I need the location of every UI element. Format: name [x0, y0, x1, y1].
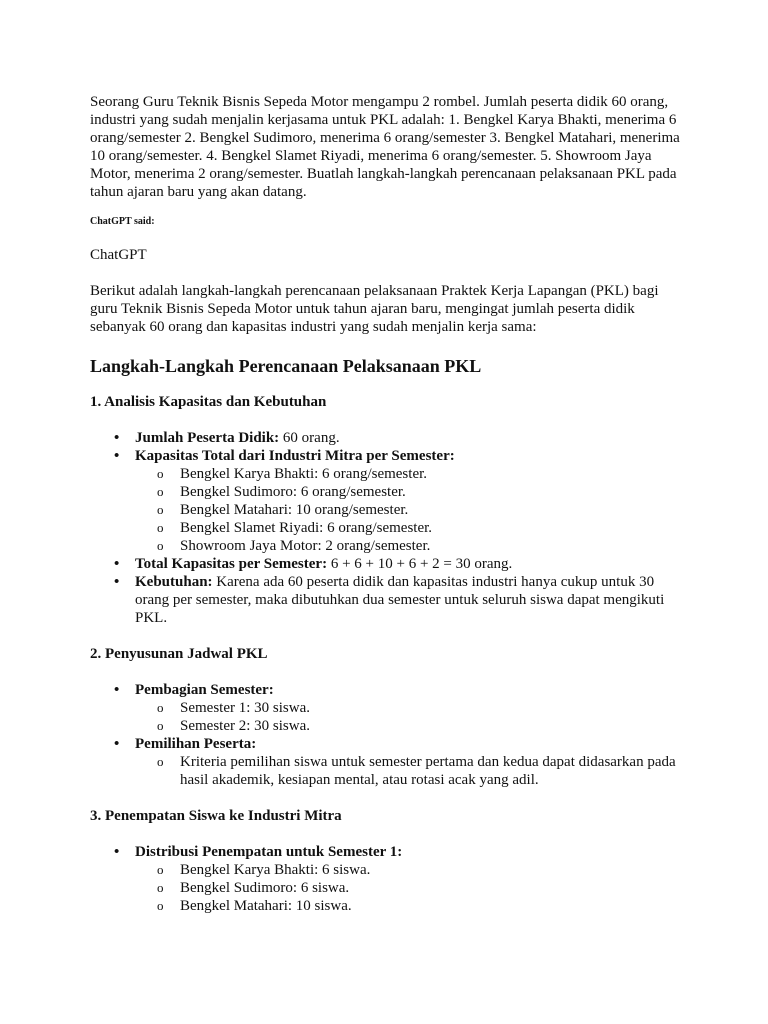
bullet-list [90, 681, 682, 789]
bullet-icon: • [114, 736, 120, 752]
item-label: Jumlah Peserta Didik: [135, 430, 280, 446]
sub-item-text: Kriteria pemilihan siswa untuk semester pertama dan kedua dapat didasarkan pada hasil akademik, kesiapan mental, atau rotasi acak yang adil. [180, 754, 676, 788]
bullet-list [90, 843, 682, 915]
sub-list-item [157, 861, 682, 879]
sub-item-text: Bengkel Karya Bhakti: 6 orang/semester. [180, 466, 428, 482]
sub-list-item [157, 879, 682, 897]
sub-list-item [157, 501, 682, 519]
bullet-list [90, 429, 682, 627]
circle-bullet-icon: o [157, 700, 164, 715]
sub-item-text: Bengkel Matahari: 10 siswa. [180, 898, 352, 914]
section-heading: 2. Penyusunan Jadwal PKL [90, 646, 268, 662]
sub-list-item [157, 465, 682, 483]
sub-item-text: Bengkel Karya Bhakti: 6 siswa. [180, 862, 371, 878]
circle-bullet-icon: o [157, 898, 164, 913]
circle-bullet-icon: o [157, 502, 164, 517]
bullet-icon: • [114, 844, 120, 860]
circle-bullet-icon: o [157, 718, 164, 733]
section-heading: 3. Penempatan Siswa ke Industri Mitra [90, 808, 342, 824]
bullet-icon: • [114, 556, 120, 572]
list-item [114, 681, 682, 735]
item-label: Kapasitas Total dari Industri Mitra per Semester: [135, 448, 455, 464]
circle-bullet-icon: o [157, 484, 164, 499]
list-item [114, 447, 682, 555]
circle-bullet-icon: o [157, 754, 164, 769]
response-author: ChatGPT [90, 247, 147, 263]
sub-list [135, 465, 682, 555]
circle-bullet-icon: o [157, 466, 164, 481]
sections-container [90, 393, 682, 915]
chatgpt-said-label: ChatGPT said: [90, 216, 155, 227]
list-item [114, 735, 682, 789]
sub-item-text: Bengkel Matahari: 10 orang/semester. [180, 502, 409, 518]
list-item [114, 555, 682, 573]
main-heading: Langkah-Langkah Perencanaan Pelaksanaan PKL [90, 356, 482, 376]
circle-bullet-icon: o [157, 520, 164, 535]
sub-list-item [157, 519, 682, 537]
sub-item-text: Bengkel Sudimoro: 6 orang/semester. [180, 484, 406, 500]
item-text: 60 orang. [279, 430, 340, 446]
sub-item-text: Showroom Jaya Motor: 2 orang/semester. [180, 538, 431, 554]
user-question: Seorang Guru Teknik Bisnis Sepeda Motor mengampu 2 rombel. Jumlah peserta didik 60 orang, industri yang sudah menjalin kerjasama untuk PKL adalah: 1. Bengkel Karya Bhakti, menerima 6 orang/semester 2. Bengkel Sudimoro, menerima 6 orang/semester 3. Bengkel Matahari, menerima 10 orang/semester. 4. Bengkel Slamet Riyadi, menerima 6 orang/semester. 5. Showroom Jaya Motor, menerima 2 orang/semester. Buatlah langkah-langkah perencanaan pelaksanaan PKL pada tahun ajaran baru yang akan datang. [90, 94, 680, 200]
section-heading: 1. Analisis Kapasitas dan Kebutuhan [90, 394, 327, 410]
item-label: Pembagian Semester: [135, 682, 274, 698]
sub-list-item [157, 483, 682, 501]
sub-list-item [157, 699, 682, 717]
sub-item-text: Semester 1: 30 siswa. [180, 700, 310, 716]
item-label: Distribusi Penempatan untuk Semester 1: [135, 844, 403, 860]
circle-bullet-icon: o [157, 880, 164, 895]
sub-list [135, 861, 682, 915]
bullet-icon: • [114, 682, 120, 698]
sub-item-text: Bengkel Sudimoro: 6 siswa. [180, 880, 350, 896]
sub-list [135, 699, 682, 735]
item-label: Pemilihan Peserta: [135, 736, 257, 752]
sub-list-item [157, 537, 682, 555]
list-item [114, 843, 682, 915]
item-text: Karena ada 60 peserta didik dan kapasitas industri hanya cukup untuk 30 orang per semester, maka dibutuhkan dua semester untuk seluruh siswa dapat mengikuti PKL. [135, 574, 665, 626]
item-label: Kebutuhan: [135, 574, 213, 590]
bullet-icon: • [114, 574, 120, 590]
sub-item-text: Semester 2: 30 siswa. [180, 718, 310, 734]
sub-item-text: Bengkel Slamet Riyadi: 6 orang/semester. [180, 520, 433, 536]
sub-list [135, 753, 682, 789]
sub-list-item [157, 717, 682, 735]
circle-bullet-icon: o [157, 862, 164, 877]
list-item [114, 429, 682, 447]
bullet-icon: • [114, 430, 120, 446]
item-text: 6 + 6 + 10 + 6 + 2 = 30 orang. [327, 556, 513, 572]
circle-bullet-icon: o [157, 538, 164, 553]
item-label: Total Kapasitas per Semester: [135, 556, 328, 572]
document-content [90, 93, 682, 933]
bullet-icon: • [114, 448, 120, 464]
response-intro: Berikut adalah langkah-langkah perencanaan pelaksanaan Praktek Kerja Lapangan (PKL) bagi guru Teknik Bisnis Sepeda Motor untuk tahun ajaran baru, mengingat jumlah peserta didik sebanyak 60 orang dan kapasitas industri yang sudah menjalin kerja sama: [90, 283, 659, 335]
sub-list-item [157, 897, 682, 915]
list-item [114, 573, 682, 627]
sub-list-item [157, 753, 682, 789]
